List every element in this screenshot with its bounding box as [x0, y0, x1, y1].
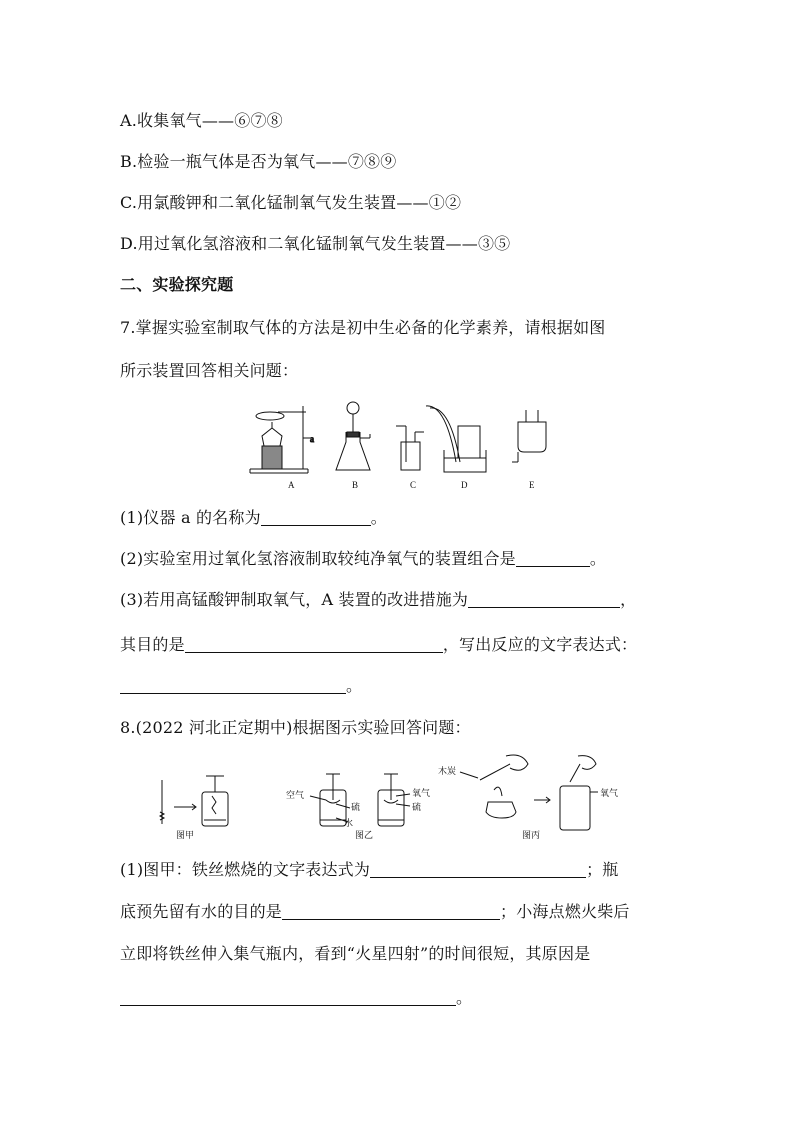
q8-part1-d [120, 985, 472, 1008]
q7-part3c-suffix: 。 [346, 676, 363, 695]
q7-part2-suffix: 。 [589, 549, 607, 568]
option-c: C.用氯酸钾和二氧化锰制氧气发生装置——①② [120, 193, 462, 212]
label-oxygen-1: 氧气 [412, 788, 431, 798]
label-fig-yi: 图乙 [355, 830, 374, 840]
label-fig-e: E [529, 480, 535, 490]
q7-part3-b [120, 632, 637, 655]
answer-blank-6[interactable] [370, 861, 586, 878]
q8-part1-b [120, 899, 630, 922]
q7-stem-line1: 7.掌握实验室制取气体的方法是初中生必备的化学素养，请根据如图 [120, 318, 606, 337]
q8-experiment-figure [150, 752, 670, 842]
label-fig-c: C [410, 480, 417, 490]
q7-part2-prefix: (2)实验室用过氧化氢溶液制取较纯净氧气的装置组合是 [120, 549, 516, 568]
q7-part3-prefix: (3)若用高锰酸钾制取氧气，A 装置的改进措施为 [120, 590, 469, 609]
answer-blank-7[interactable] [282, 903, 500, 920]
q7-stem-line2: 所示装置回答相关问题： [120, 361, 299, 380]
q8-part1-suffix: ；瓶 [586, 860, 619, 879]
q8-part1 [120, 857, 618, 880]
q7-part2 [120, 546, 606, 569]
label-sulfur-2: 硫 [412, 802, 422, 812]
q7-apparatus-figure [248, 398, 558, 493]
answer-blank-2[interactable] [516, 550, 590, 567]
q7-part3b-prefix: 其目的是 [120, 635, 185, 654]
q7-part1-suffix: 。 [370, 508, 387, 527]
answer-blank-4[interactable] [185, 636, 443, 653]
label-oxygen-2: 氧气 [600, 788, 619, 798]
label-fig-b: B [352, 480, 359, 490]
label-water: 水 [344, 818, 354, 828]
label-charcoal: 木炭 [438, 766, 457, 776]
q8-part1b-suffix: ；小海点燃火柴后 [500, 902, 630, 921]
label-sulfur-1: 硫 [351, 802, 361, 812]
q7-part3 [120, 587, 636, 610]
answer-blank-1[interactable] [261, 509, 371, 526]
q8-part1b-prefix: 底预先留有水的目的是 [120, 902, 283, 921]
q8-part1d-suffix: 。 [456, 988, 473, 1007]
answer-blank-3[interactable] [468, 591, 620, 608]
q8-stem: 8.(2022 河北正定期中)根据图示实验回答问题： [120, 718, 471, 737]
q7-part3-suffix: ， [620, 590, 637, 609]
label-fig-d: D [461, 480, 468, 490]
label-a-instrument: a [310, 434, 314, 444]
q8-part1-prefix: (1)图甲：铁丝燃烧的文字表达式为 [120, 860, 371, 879]
answer-blank-5[interactable] [120, 677, 346, 694]
q7-part1 [120, 505, 387, 528]
option-b: B.检验一瓶气体是否为氧气——⑦⑧⑨ [120, 152, 397, 171]
section-title: 二、实验探究题 [120, 275, 234, 294]
q7-part1-prefix: (1)仪器 a 的名称为 [120, 508, 261, 527]
answer-blank-8[interactable] [120, 989, 456, 1006]
q7-part3b-suffix: ，写出反应的文字表达式： [442, 635, 638, 654]
label-fig-bing: 图丙 [522, 830, 541, 840]
label-fig-a: A [288, 480, 295, 490]
q8-part1-c: 立即将铁丝伸入集气瓶内，看到“火星四射”的时间很短，其原因是 [120, 944, 591, 963]
option-a: A.收集氧气——⑥⑦⑧ [120, 111, 283, 130]
label-fig-jia: 图甲 [176, 830, 195, 840]
label-air: 空气 [286, 790, 305, 800]
q7-part3-c [120, 673, 362, 696]
option-d: D.用过氧化氢溶液和二氧化锰制氧气发生装置——③⑤ [120, 234, 511, 253]
